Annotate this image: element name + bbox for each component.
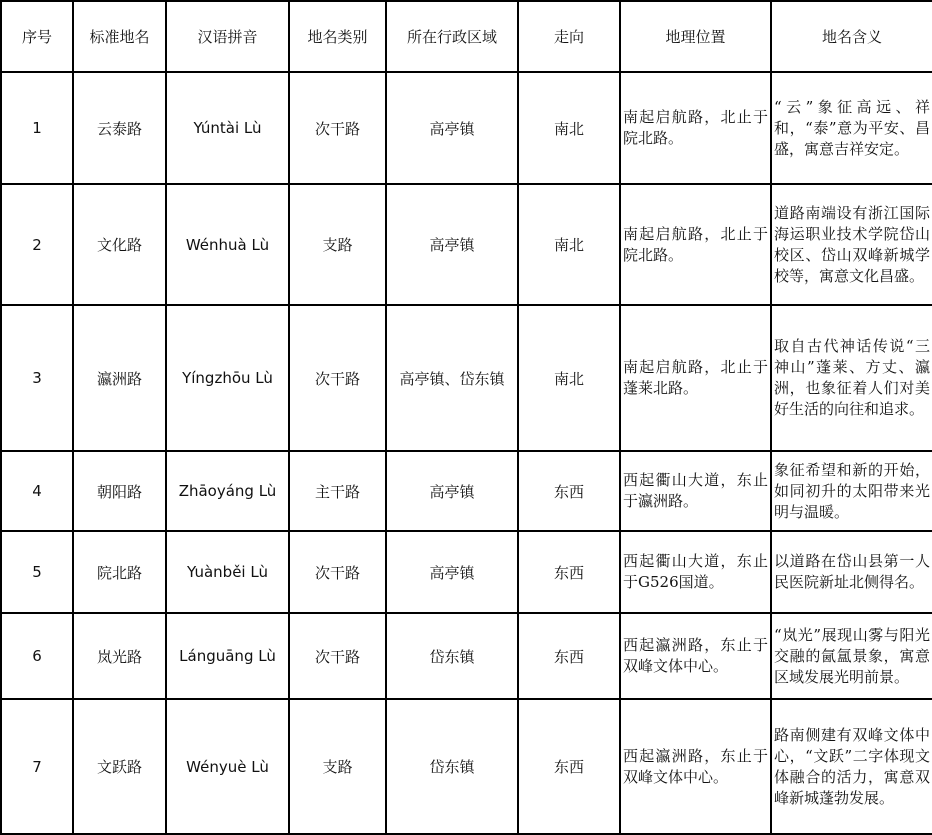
cell-region: 高亭镇	[386, 184, 518, 305]
cell-location: 西起瀛洲路，东止于双峰文体中心。	[620, 699, 771, 834]
cell-pinyin: Yuànběi Lù	[166, 531, 289, 613]
cell-name: 云泰路	[73, 72, 166, 184]
cell-direction: 南北	[518, 184, 620, 305]
header-row	[1, 1, 932, 72]
cell-no: 4	[1, 451, 73, 531]
cell-meaning: “云”象征高远、祥和，“泰”意为平安、昌盛，寓意吉祥安定。	[771, 72, 932, 184]
header-pinyin: 汉语拼音	[166, 1, 289, 72]
cell-name: 文跃路	[73, 699, 166, 834]
cell-no: 5	[1, 531, 73, 613]
cell-pinyin: Wénhuà Lù	[166, 184, 289, 305]
cell-category: 次干路	[289, 305, 386, 451]
cell-location: 南起启航路，北止于院北路。	[620, 72, 771, 184]
header-region: 所在行政区域	[386, 1, 518, 72]
cell-name: 瀛洲路	[73, 305, 166, 451]
cell-pinyin: Zhāoyáng Lù	[166, 451, 289, 531]
cell-no: 7	[1, 699, 73, 834]
cell-name: 岚光路	[73, 613, 166, 699]
cell-meaning: 以道路在岱山县第一人民医院新址北侧得名。	[771, 531, 932, 613]
header-category: 地名类别	[289, 1, 386, 72]
cell-region: 高亭镇、岱东镇	[386, 305, 518, 451]
header-direction: 走向	[518, 1, 620, 72]
cell-name: 朝阳路	[73, 451, 166, 531]
cell-category: 次干路	[289, 613, 386, 699]
cell-region: 高亭镇	[386, 72, 518, 184]
cell-category: 支路	[289, 699, 386, 834]
cell-direction: 南北	[518, 305, 620, 451]
cell-direction: 东西	[518, 531, 620, 613]
header-meaning: 地名含义	[771, 1, 932, 72]
cell-region: 岱东镇	[386, 613, 518, 699]
cell-category: 次干路	[289, 72, 386, 184]
cell-meaning: 取自古代神话传说“三神山”蓬莱、方丈、瀛洲，也象征着人们对美好生活的向往和追求。	[771, 305, 932, 451]
cell-no: 1	[1, 72, 73, 184]
header-standard-name: 标准地名	[73, 1, 166, 72]
cell-direction: 东西	[518, 613, 620, 699]
cell-location: 西起衢山大道，东止于瀛洲路。	[620, 451, 771, 531]
cell-region: 高亭镇	[386, 531, 518, 613]
table-row	[1, 451, 932, 531]
cell-location: 南起启航路，北止于院北路。	[620, 184, 771, 305]
table-row	[1, 305, 932, 451]
cell-direction: 东西	[518, 699, 620, 834]
cell-region: 岱东镇	[386, 699, 518, 834]
table-row	[1, 699, 932, 834]
cell-direction: 东西	[518, 451, 620, 531]
cell-pinyin: Wényuè Lù	[166, 699, 289, 834]
cell-category: 主干路	[289, 451, 386, 531]
cell-meaning: 象征希望和新的开始，如同初升的太阳带来光明与温暖。	[771, 451, 932, 531]
cell-direction: 南北	[518, 72, 620, 184]
cell-no: 2	[1, 184, 73, 305]
cell-name: 文化路	[73, 184, 166, 305]
header-location: 地理位置	[620, 1, 771, 72]
cell-region: 高亭镇	[386, 451, 518, 531]
table-row	[1, 72, 932, 184]
cell-location: 南起启航路，北止于蓬莱北路。	[620, 305, 771, 451]
header-no: 序号	[1, 1, 73, 72]
cell-pinyin: Lánguāng Lù	[166, 613, 289, 699]
cell-pinyin: Yúntài Lù	[166, 72, 289, 184]
table-row	[1, 184, 932, 305]
cell-pinyin: Yíngzhōu Lù	[166, 305, 289, 451]
table-row	[1, 531, 932, 613]
cell-category: 支路	[289, 184, 386, 305]
cell-location: 西起瀛洲路，东止于双峰文体中心。	[620, 613, 771, 699]
cell-name: 院北路	[73, 531, 166, 613]
cell-no: 3	[1, 305, 73, 451]
cell-meaning: 路南侧建有双峰文体中心，“文跃”二字体现文体融合的活力，寓意双峰新城蓬勃发展。	[771, 699, 932, 834]
cell-meaning: 道路南端设有浙江国际海运职业技术学院岱山校区、岱山双峰新城学校等，寓意文化昌盛。	[771, 184, 932, 305]
cell-location: 西起衢山大道，东止于G526国道。	[620, 531, 771, 613]
cell-no: 6	[1, 613, 73, 699]
cell-category: 次干路	[289, 531, 386, 613]
cell-meaning: “岚光”展现山雾与阳光交融的氤氲景象，寓意 区域发展光明前景。	[771, 613, 932, 699]
table-row	[1, 613, 932, 699]
